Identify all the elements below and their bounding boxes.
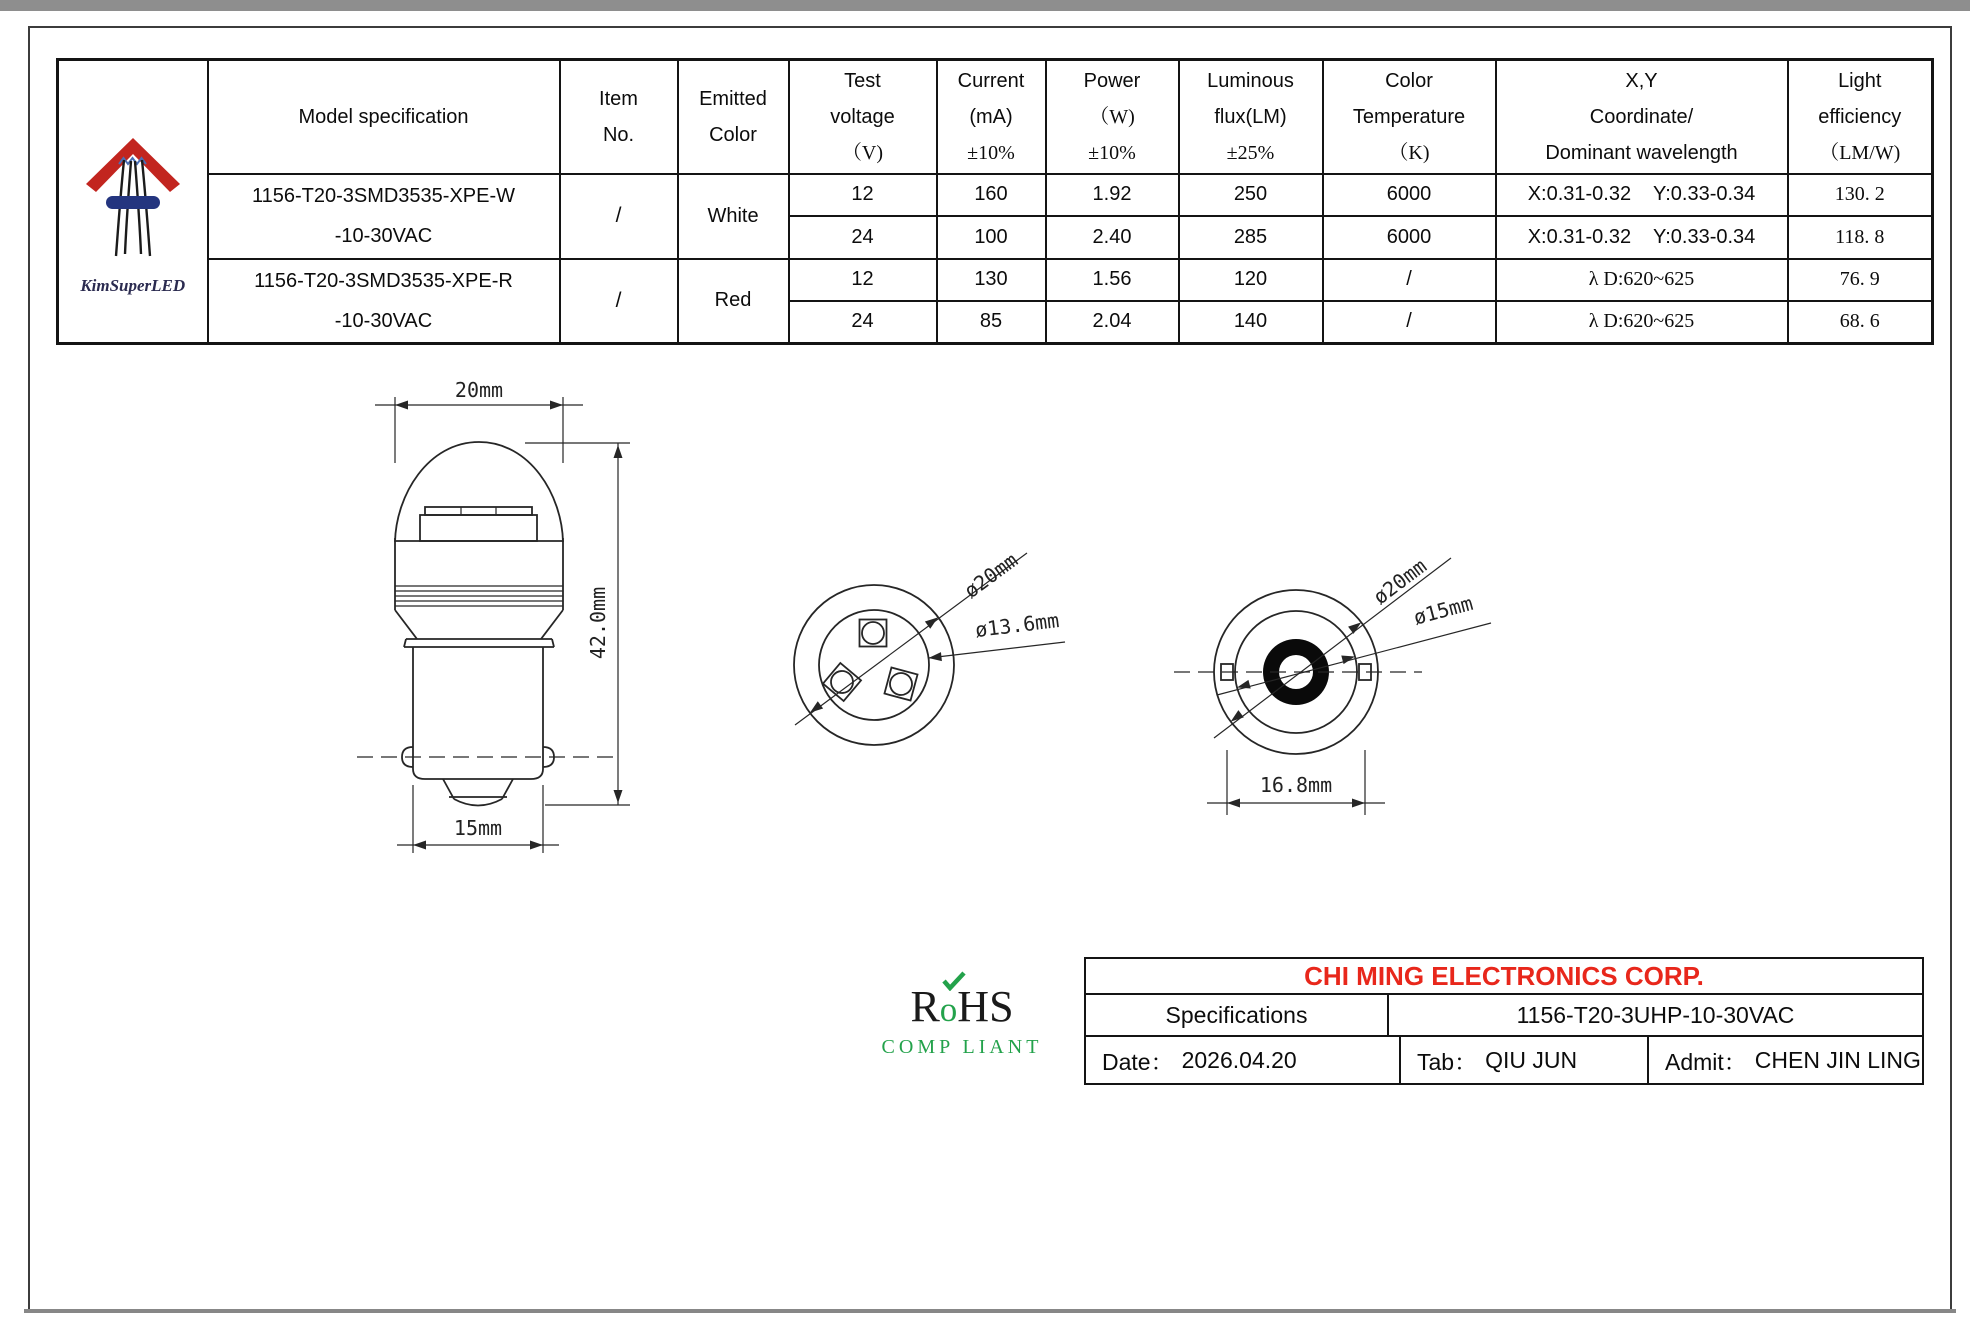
cell-temp: 6000	[1323, 216, 1496, 259]
cell-voltage: 12	[789, 174, 937, 216]
header-color-temperature: Color Temperature （K)	[1323, 60, 1496, 174]
kimsuperled-logo-icon	[78, 130, 188, 270]
model-name-white: 1156-T20-3SMD3535-XPE-W -10-30VAC	[208, 174, 560, 259]
cell-flux: 140	[1179, 301, 1323, 344]
admit-value: CHEN JIN LING	[1754, 1046, 1921, 1073]
cell-efficiency: 76. 9	[1788, 259, 1933, 301]
cell-voltage: 12	[789, 259, 937, 301]
bulb-rear-view	[1174, 554, 1491, 815]
cell-efficiency: 68. 6	[1788, 301, 1933, 344]
rohs-checkmark-icon	[941, 971, 967, 991]
spec-value: 1156-T20-3UHP-10-30VAC	[1387, 995, 1922, 1035]
dim-label-42mm: 42.0mm	[586, 586, 610, 660]
header-xy-coordinate: X,Y Coordinate/ Dominant wavelength	[1496, 60, 1788, 174]
spec-label: Specifications	[1165, 1001, 1308, 1028]
spec-table	[56, 58, 1934, 345]
cell-voltage: 24	[789, 301, 937, 344]
rohs-compliant-text: COMP LIANT	[881, 1036, 1043, 1058]
cell-xy: X:0.31-0.32 Y:0.33-0.34	[1496, 216, 1788, 259]
date-label: Date：	[1102, 1048, 1174, 1075]
tab-label: Tab：	[1417, 1048, 1478, 1075]
dim-label-front-20mm: ø20mm	[959, 547, 1023, 603]
admit-label: Admit：	[1665, 1048, 1747, 1075]
header-light-efficiency: Light efficiency （LM/W)	[1788, 60, 1933, 174]
dim-label-rear-15mm: ø15mm	[1410, 590, 1476, 630]
header-luminous-flux: Luminous flux(LM) ±25%	[1179, 60, 1323, 174]
technical-drawings	[300, 370, 1560, 870]
rohs-hs: HS	[957, 982, 1014, 1031]
dim-label-20mm: 20mm	[454, 378, 504, 402]
tab-value: QIU JUN	[1485, 1046, 1578, 1073]
cell-flux: 120	[1179, 259, 1323, 301]
emitted-color-white: White	[678, 174, 789, 259]
cell-efficiency: 130. 2	[1788, 174, 1933, 216]
dim-label-16-8mm: 16.8mm	[1259, 773, 1333, 797]
cell-xy: λ D:620~625	[1496, 259, 1788, 301]
brand-name: KimSuperLED	[80, 275, 186, 295]
logo-cell	[58, 60, 208, 344]
header-item-no: Item No.	[560, 60, 678, 174]
cell-power: 1.56	[1046, 259, 1179, 301]
cell-current: 85	[937, 301, 1046, 344]
rohs-r: R	[910, 982, 940, 1031]
header-power: Power （W) ±10%	[1046, 60, 1179, 174]
cell-flux: 250	[1179, 174, 1323, 216]
cell-temp: 6000	[1323, 174, 1496, 216]
dim-label-13-6mm: ø13.6mm	[973, 608, 1061, 643]
cell-current: 160	[937, 174, 1046, 216]
item-no-red: /	[560, 259, 678, 344]
cell-power: 2.04	[1046, 301, 1179, 344]
header-current: Current (mA) ±10%	[937, 60, 1046, 174]
header-model: Model specification	[208, 60, 560, 174]
cell-current: 100	[937, 216, 1046, 259]
model-name-red: 1156-T20-3SMD3535-XPE-R -10-30VAC	[208, 259, 560, 344]
rohs-logo	[872, 984, 1052, 1059]
window-top-bar	[0, 0, 1970, 11]
cell-temp: /	[1323, 301, 1496, 344]
tab-field	[1399, 1037, 1647, 1083]
rohs-o: o	[939, 990, 958, 1029]
cell-voltage: 24	[789, 216, 937, 259]
header-emitted-color: Emitted Color	[678, 60, 789, 174]
cell-xy: X:0.31-0.32 Y:0.33-0.34	[1496, 174, 1788, 216]
bulb-front-view	[794, 548, 1065, 745]
cell-power: 2.40	[1046, 216, 1179, 259]
item-no-white: /	[560, 174, 678, 259]
dim-label-rear-20mm: ø20mm	[1368, 553, 1432, 610]
emitted-color-red: Red	[678, 259, 789, 344]
company-name: CHI MING ELECTRONICS CORP.	[1304, 960, 1704, 991]
cell-current: 130	[937, 259, 1046, 301]
cell-temp: /	[1323, 259, 1496, 301]
bulb-side-view	[357, 378, 630, 853]
admit-field	[1647, 1037, 1922, 1083]
date-field	[1086, 1037, 1399, 1083]
dim-label-15mm: 15mm	[453, 816, 503, 840]
cell-efficiency: 118. 8	[1788, 216, 1933, 259]
cell-flux: 285	[1179, 216, 1323, 259]
page-bottom-edge	[24, 1309, 1956, 1313]
cell-xy: λ D:620~625	[1496, 301, 1788, 344]
date-value: 2026.04.20	[1181, 1046, 1297, 1073]
title-block	[1084, 957, 1924, 1085]
header-test-voltage: Test voltage （V)	[789, 60, 937, 174]
cell-power: 1.92	[1046, 174, 1179, 216]
